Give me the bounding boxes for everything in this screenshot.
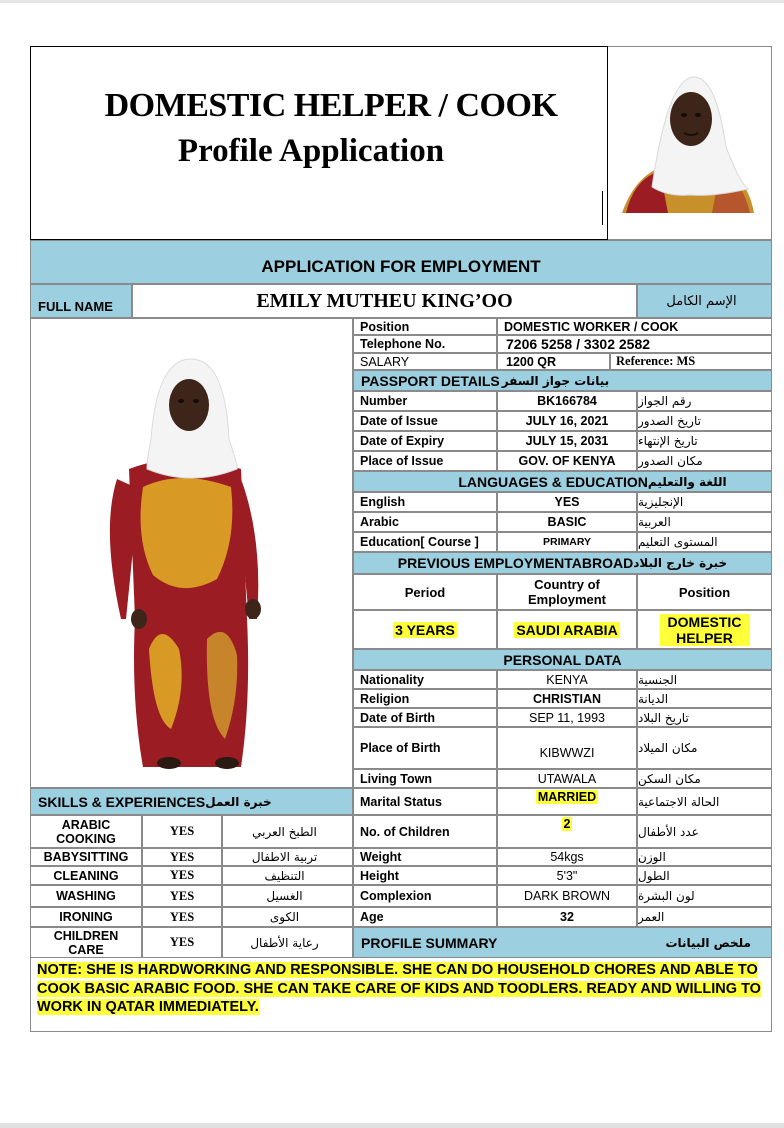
personal-label: No. of Children [353,815,497,848]
languages-header: LANGUAGES & EDUCATION اللغة والتعليم [353,471,772,492]
skill-value: YES [142,848,222,866]
personal-value [497,885,637,907]
personal-label: Religion [353,689,497,708]
passport-value: JULY 16, 2021 [497,411,637,431]
personal-label: Place of Birth [353,727,497,769]
personal-value [497,815,637,848]
full-name-label-ar: الإسم الكامل [637,284,772,318]
language-label: English [353,492,497,512]
salary-value: 1200 QR [497,353,610,370]
personal-value-text: 5'3" [556,868,578,883]
personal-label-ar: لون البشرة [637,885,772,907]
full-name-value: EMILY MUTHEU KING’OO [132,284,637,318]
personal-label: Complexion [353,885,497,907]
skill-label-ar: رعاية الأطفال [222,927,353,958]
full-body-image [31,319,354,789]
previous-header: PREVIOUS EMPLOYMENTABROAD خبرة خارج البلاد [353,552,772,574]
bottom-edge [0,1123,784,1128]
personal-value-text: 2 [563,817,571,831]
personal-label-ar: العمر [637,907,772,927]
cursor-mark [602,191,603,225]
skill-value: YES [142,885,222,907]
personal-label-ar: مكان السكن [637,769,772,788]
personal-header: PERSONAL DATA [353,649,772,670]
language-value: PRIMARY [497,532,637,552]
skill-label: BABYSITTING [30,848,142,866]
summary-note: NOTE: SHE IS HARDWORKING AND RESPONSIBLE. SHE CAN DO HOUSEHOLD CHORES AND ABLE TO COOK BASIC ARABIC FOOD. SHE CAN TAKE CARE OF KIDS AND TOODLERS. READY AND WILLING TO WORK IN QATAR IMMEDIATELY. [37,962,761,1015]
position-label: Position [353,318,497,335]
personal-label-ar: الجنسية [637,670,772,689]
personal-label-ar: الطول [637,866,772,885]
language-label-ar: العربية [637,512,772,532]
passport-label: Date of Issue [353,411,497,431]
personal-label-ar: الحالة الاجتماعية [637,788,772,815]
reference-value: Reference: MS [610,353,772,370]
personal-label: Height [353,866,497,885]
salary-label: SALARY [353,353,497,370]
personal-label-ar: الديانة [637,689,772,708]
skill-value: YES [142,927,222,958]
personal-value [497,788,637,815]
passport-label-ar: رقم الجواز [637,391,772,411]
top-edge [0,0,784,3]
employment-banner [30,240,772,284]
passport-value: BK166784 [497,391,637,411]
personal-label: Marital Status [353,788,497,815]
skill-label: CHILDREN CARE [30,927,142,958]
personal-label-ar: مكان الميلاد [637,727,772,769]
skill-value: YES [142,866,222,885]
passport-value: JULY 15, 2031 [497,431,637,451]
personal-label: Weight [353,848,497,866]
position-history-value: DOMESTIC HELPER [637,610,772,649]
country-value: SAUDI ARABIA [497,610,637,649]
personal-value-text: DARK BROWN [523,889,611,903]
personal-value [497,769,637,788]
banner-text: APPLICATION FOR EMPLOYMENT [261,257,541,276]
personal-value-text: CHRISTIAN [532,691,602,706]
skill-value: YES [142,815,222,848]
personal-value-text: UTAWALA [537,771,597,786]
col-period: Period [353,574,497,610]
personal-value [497,727,637,769]
portrait-image [608,47,772,241]
personal-value-text: KIBWWZI [539,746,595,760]
personal-value [497,689,637,708]
skill-label: ARABIC COOKING [30,815,142,848]
col-position: Position [637,574,772,610]
passport-label: Place of Issue [353,451,497,471]
personal-value-text: MARRIED [537,790,597,804]
title-line-2: Profile Application [177,133,445,169]
full-name-label: FULL NAME [30,284,132,318]
language-value: BASIC [497,512,637,532]
language-label: Arabic [353,512,497,532]
personal-value [497,708,637,727]
skill-label-ar: التنظيف [222,866,353,885]
skill-label-ar: الطبخ العربي [222,815,353,848]
skills-header: SKILLS & EXPERIENCES خبرة العمل [30,788,353,815]
skill-value: YES [142,907,222,927]
skill-label-ar: تربية الاطفال [222,848,353,866]
skill-label-ar: الغسيل [222,885,353,907]
personal-label-ar: تاريخ البلاد [637,708,772,727]
passport-label-ar: مكان الصدور [637,451,772,471]
skill-label: CLEANING [30,866,142,885]
passport-label: Number [353,391,497,411]
skill-label-ar: الكوى [222,907,353,927]
personal-value [497,907,637,927]
period-value: 3 YEARS [353,610,497,649]
personal-label-ar: عدد الأطفال [637,815,772,848]
personal-value-text: SEP 11, 1993 [529,710,605,725]
passport-label: Date of Expiry [353,431,497,451]
personal-value-text: KENYA [546,672,588,687]
personal-label: Age [353,907,497,927]
summary-note-box [30,958,772,1032]
profile-photo-small [608,46,772,240]
passport-label-ar: تاريخ الصدور [637,411,772,431]
title-line-1: DOMESTIC HELPER / COOK [104,87,558,124]
language-label-ar: المستوى التعليم [637,532,772,552]
summary-header: PROFILE SUMMARY ملخص البيانات [353,927,772,958]
language-label: Education[ Course ] [353,532,497,552]
passport-header: PASSPORT DETAILS بيانات جواز السفر [353,370,772,391]
skill-label: IRONING [30,907,142,927]
profile-photo-large [30,318,353,788]
passport-value: GOV. OF KENYA [497,451,637,471]
personal-label: Nationality [353,670,497,689]
title-box [30,46,608,240]
language-value: YES [497,492,637,512]
personal-value-text: 32 [560,910,574,924]
position-value: DOMESTIC WORKER / COOK [497,318,772,335]
personal-label-ar: الوزن [637,848,772,866]
language-label-ar: الإنجليزية [637,492,772,512]
personal-value [497,866,637,885]
personal-value [497,670,637,689]
personal-label: Living Town [353,769,497,788]
personal-value-text: 54kgs [550,850,584,864]
telephone-value: 7206 5258 / 3302 2582 [497,335,772,353]
passport-label-ar: تاريخ الإنتهاء [637,431,772,451]
col-country: Country of Employment [497,574,637,610]
telephone-label: Telephone No. [353,335,497,353]
skill-label: WASHING [30,885,142,907]
personal-label: Date of Birth [353,708,497,727]
personal-value [497,848,637,866]
